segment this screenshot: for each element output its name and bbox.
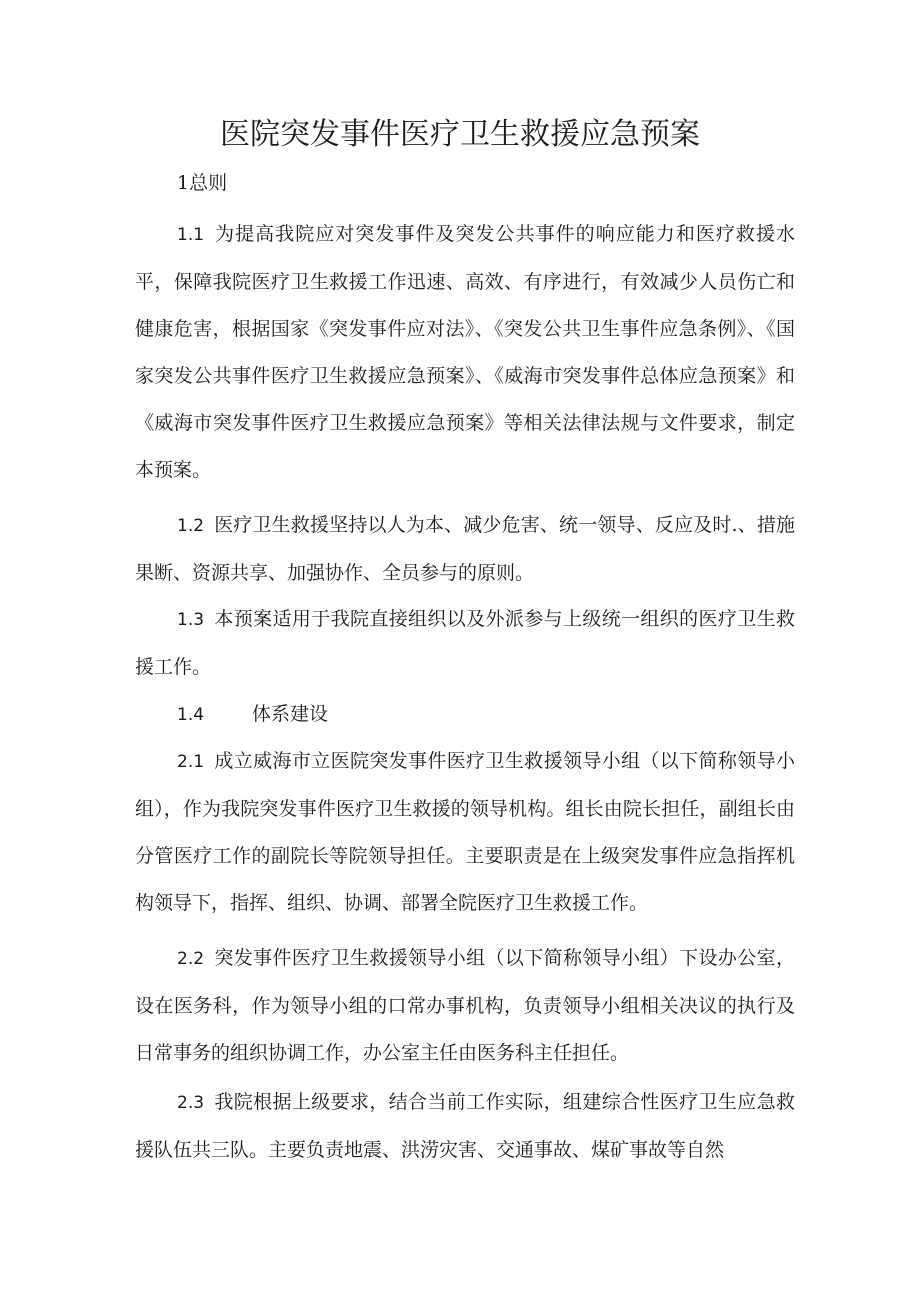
paragraph-number: 2.3 [177,1093,205,1113]
paragraph-text: 本预案适用于我院直接组织以及外派参与上级统一组织的医疗卫生救援工作。 [135,608,795,678]
paragraph-number: 2.1 [177,752,205,772]
document-title: 医院突发事件医疗卫生救援应急预案 [220,117,700,152]
paragraph-number: 1.4 [177,705,205,725]
paragraph-number: 1.1 [177,225,205,245]
paragraph-text: 体系建设 [252,703,329,725]
paragraph-text: 为提高我院应对突发事件及突发公共事件的响应能力和医疗救援水平，保障我院医疗卫生救援工作迅速、高效、有序进行，有效减少人员伤亡和健康危害，根据国家《突发事件应对法》、《突发公共卫生事件应急条例》、《国家突发公共事件医疗卫生救援应急预案》、《威海市突发事件总体应急预案》和《威海市突发事件医疗卫生救援应急预案》等相关法律法规与文件要求，制定本预案。 [135,223,795,481]
paragraph-text: 我院根据上级要求，结合当前工作实际，组建综合性医疗卫生应急救援队伍共三队。主要负责地震、洪涝灾害、交通事故、煤矿事故等自然 [135,1091,795,1161]
paragraph-2-2 [135,935,795,1077]
paragraph-1-2 [135,502,795,597]
section-heading: 1总则 [177,172,228,194]
paragraph-1-4 [135,691,795,739]
paragraph-number: 1.2 [177,516,205,536]
paragraph-2-3 [135,1079,795,1174]
paragraph-text: 成立威海市立医院突发事件医疗卫生救援领导小组（以下简称领导小组），作为我院突发事件医疗卫生救援的领导机构。组长由院长担任，副组长由分管医疗工作的副院长等院领导担任。主要职责是在上级突发事件应急指挥机构领导下，指挥、组织、协调、部署全院医疗卫生救援工作。 [135,750,795,914]
paragraph-1-1 [135,211,795,494]
paragraph-text: 医疗卫生救援坚持以人为本、减少危害、统一领导、反应及时.、措施果断、资源共享、加强协作、全员参与的原则。 [135,514,795,584]
paragraph-1-3 [135,596,795,691]
paragraph-2-1 [135,738,795,927]
paragraph-text: 突发事件医疗卫生救援领导小组（以下简称领导小组）下设办公室，设在医务科，作为领导小组的口常办事机构，负责领导小组相关决议的执行及日常事务的组织协调工作，办公室主任由医务科主任担任。 [135,947,795,1064]
paragraph-number: 1.3 [177,610,205,630]
paragraph-number: 2.2 [177,949,205,969]
